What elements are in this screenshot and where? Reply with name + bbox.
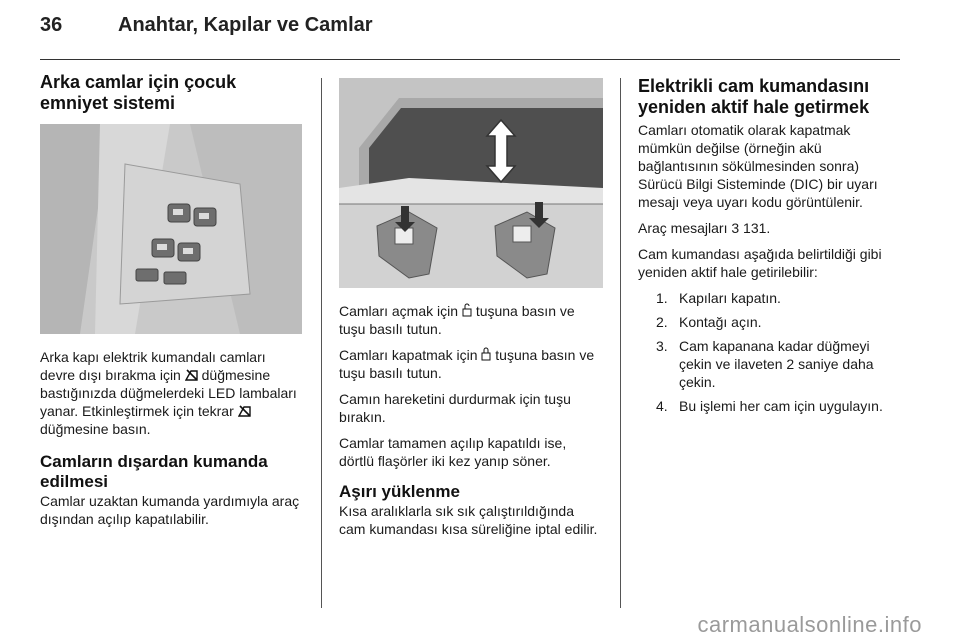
page-number: 36 [40, 14, 63, 36]
column-divider-2 [620, 78, 621, 608]
column-divider-1 [321, 78, 322, 608]
paragraph-open [339, 302, 603, 338]
step-number: 4. [656, 398, 668, 414]
paragraph-child-safety [40, 348, 302, 438]
section-heading-reactivate: Elektrikli cam kumandasını yeniden aktif hale getirmek [638, 76, 870, 117]
paragraph-remote: Camlar uzaktan kumanda yardımıyla araç dışından açılıp kapatılabilir. [40, 493, 300, 527]
list-item [638, 313, 904, 331]
paragraph-vehicle-messages [638, 219, 904, 237]
window-switch-panel-illustration [40, 124, 302, 334]
child-lock-window-icon [185, 369, 198, 381]
watermark: carmanualsonline.info [697, 612, 922, 637]
page-reference[interactable]: 131. [743, 220, 771, 236]
unlock-button-icon [462, 303, 472, 317]
paragraph-reactivate-method: Cam kumandası aşağıda belirtildiği gibi yeniden aktif hale getirilebilir: [638, 246, 882, 280]
page-reference-symbol: 3 [731, 220, 740, 236]
step-number: 1. [656, 290, 668, 306]
page-header [40, 14, 373, 37]
remote-window-illustration [339, 78, 603, 288]
step-text: Bu işlemi her cam için uygulayın. [679, 398, 883, 414]
paragraph-overload: Kısa aralıklarla sık sık çalıştırıldığında cam kumandası kısa süreliğine iptal edilir. [339, 503, 598, 537]
step-number: 2. [656, 314, 668, 330]
text-segment: tuşuna basın ve tuşu basılı tutun. [339, 303, 575, 337]
header-rule [40, 59, 900, 60]
paragraph-reactivate-intro: Camları otomatik olarak kapatmak mümkün değilse (örneğin akü bağlantısının sökülmesinden sonra) Sürücü Bilgi Sisteminde (DIC) bir uyarı mesajı veya uyarı kodu görüntülenir. [638, 122, 878, 210]
section-heading-remote: Camların dışardan kumanda edilmesi [40, 452, 268, 491]
text-segment: tuşuna basın ve tuşu basılı tutun. [339, 347, 595, 381]
step-text: Cam kapanana kadar düğmeyi çekin ve ilaveten 2 saniye daha çekin. [679, 338, 874, 390]
section-heading-child-safety: Arka camlar için çocuk emniyet sistemi [40, 72, 237, 113]
text-segment: Camları kapatmak için [339, 347, 478, 363]
list-item [638, 337, 904, 391]
text-segment: Araç mesajları [638, 220, 728, 236]
column-1 [40, 72, 302, 536]
steps-list [638, 289, 904, 415]
step-text: Kontağı açın. [679, 314, 762, 330]
step-number: 3. [656, 338, 668, 354]
child-lock-window-icon [238, 405, 251, 417]
chapter-title: Anahtar, Kapılar ve Camlar [118, 14, 373, 36]
paragraph-hazard: Camlar tamamen açılıp kapatıldı ise, dörtlü flaşörler iki kez yanıp söner. [339, 435, 567, 469]
list-item [638, 397, 904, 415]
section-heading-overload: Aşırı yüklenme [339, 482, 460, 501]
step-text: Kapıları kapatın. [679, 290, 781, 306]
text-segment: düğmesine bastığınızda düğmelerdeki LED lambaları yanar. Etkinleştirmek için tekrar [40, 367, 297, 419]
text-segment: Arka kapı elektrik kumandalı camları devre dışı bırakma için [40, 349, 266, 383]
column-2 [339, 78, 603, 546]
paragraph-close [339, 346, 603, 382]
column-3 [638, 76, 904, 421]
list-item [638, 289, 904, 307]
text-segment: Camları açmak için [339, 303, 459, 319]
paragraph-stop: Camın hareketini durdurmak için tuşu bırakın. [339, 391, 571, 425]
text-segment: düğmesine basın. [40, 421, 151, 437]
lock-button-icon [481, 347, 491, 361]
